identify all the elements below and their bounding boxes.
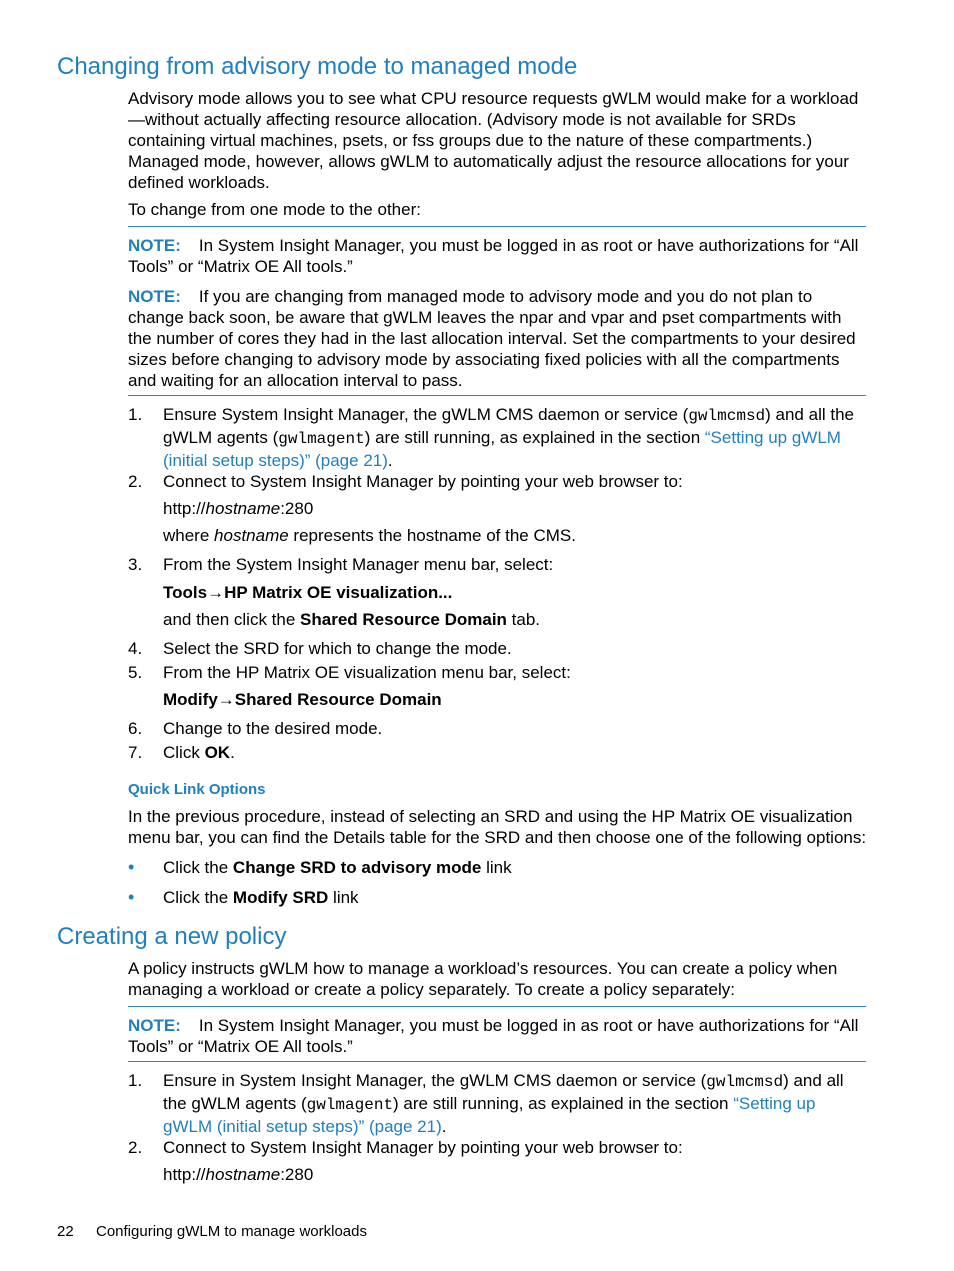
step-number: 2. bbox=[128, 472, 143, 491]
quick-link-heading: Quick Link Options bbox=[128, 781, 266, 798]
menu-path-tools: Tools→HP Matrix OE visualization... bbox=[163, 583, 453, 602]
note-top-rule bbox=[128, 1006, 866, 1007]
step-number: 4. bbox=[128, 639, 143, 658]
step-number: 5. bbox=[128, 663, 143, 682]
change-srd-advisory-link[interactable]: Change SRD to advisory mode bbox=[232, 858, 482, 877]
lead-paragraph: To change from one mode to the other: bbox=[128, 200, 421, 219]
page-number: 22 bbox=[57, 1223, 74, 1240]
note-top-rule bbox=[128, 226, 866, 227]
step-2: Connect to System Insight Manager by pointing your web browser to: bbox=[163, 472, 683, 491]
policy-step-2: Connect to System Insight Manager by pointing your web browser to: bbox=[163, 1138, 683, 1157]
modify-srd-link[interactable]: Modify SRD bbox=[232, 888, 329, 907]
step-number: 3. bbox=[128, 555, 143, 574]
note-bottom-rule bbox=[128, 1061, 866, 1062]
section-heading-advisory-managed: Changing from advisory mode to managed mode bbox=[57, 53, 578, 80]
note-1 bbox=[128, 235, 868, 277]
code-gwlmcmsd: gwlmcmsd bbox=[688, 407, 766, 425]
step-1: Ensure System Insight Manager, the gWLM CMS daemon or service (gwlmcmsd) and all the gWLM agents (gwlmagent) are still running, as explained in the section “Setting up gWLM (initial setup steps)” (page 21). bbox=[163, 405, 854, 470]
bullet-icon: • bbox=[128, 857, 135, 877]
menu-path-modify: Modify→Shared Resource Domain bbox=[163, 690, 442, 709]
quick-option-1: Click the Change SRD to advisory mode link bbox=[163, 858, 512, 877]
then-line: and then click the Shared Resource Domain tab. bbox=[163, 610, 541, 629]
section-heading-new-policy: Creating a new policy bbox=[57, 923, 287, 950]
step-5: From the HP Matrix OE visualization menu bar, select: bbox=[163, 663, 571, 682]
note-label: NOTE: bbox=[128, 236, 181, 255]
step-3: From the System Insight Manager menu bar, select: bbox=[163, 555, 554, 574]
quick-link-paragraph: In the previous procedure, instead of selecting an SRD and using the HP Matrix OE visualization menu bar, you can find the Details table for the SRD and then choose one of the following options: bbox=[128, 807, 867, 847]
bullet-icon: • bbox=[128, 887, 135, 907]
code-gwlmagent: gwlmagent bbox=[306, 1096, 394, 1114]
note-bottom-rule bbox=[128, 395, 866, 396]
step-number: 6. bbox=[128, 719, 143, 738]
note-label: NOTE: bbox=[128, 1016, 181, 1035]
note-3 bbox=[128, 1015, 868, 1057]
policy-intro-paragraph: A policy instructs gWLM how to manage a workload’s resources. You can create a policy when managing a workload or create a policy separately. To create a policy separately: bbox=[128, 959, 838, 999]
quick-option-2: Click the Modify SRD link bbox=[163, 888, 359, 907]
footer-title: Configuring gWLM to manage workloads bbox=[96, 1223, 367, 1240]
arrow-icon: → bbox=[207, 583, 225, 602]
code-gwlmagent: gwlmagent bbox=[278, 430, 365, 448]
step-number: 7. bbox=[128, 743, 143, 762]
note-text: If you are changing from managed mode to advisory mode and you do not plan to change back soon, be aware that gWLM leaves the npar and vpar and pset compartments with the number of cores they had in the last allocation interval. Set the compartments to your desired sizes before changing to advisory mode by associating fixed policies with all the compartments and waiting for an allocation interval to pass. bbox=[128, 287, 856, 390]
step-number: 2. bbox=[128, 1138, 143, 1157]
note-text: In System Insight Manager, you must be logged in as root or have authorizations for “All Tools” or “Matrix OE All tools.” bbox=[128, 236, 859, 276]
intro-paragraph: Advisory mode allows you to see what CPU resource requests gWLM would make for a workload—without actually affecting resource allocation. (Advisory mode is not available for SRDs containing virtual machines, psets, or fss groups due to the nature of these compartments.) Managed mode, however, allows gWLM to automatically adjust the resource allocations for your defined workloads. bbox=[128, 89, 859, 192]
note-text: In System Insight Manager, you must be logged in as root or have authorizations for “All Tools” or “Matrix OE All tools.” bbox=[128, 1016, 859, 1056]
step-number: 1. bbox=[128, 405, 143, 424]
url-line: http://hostname:280 bbox=[163, 1165, 314, 1184]
note-2 bbox=[128, 286, 868, 391]
setup-section-link[interactable]: “Setting up gWLM (initial setup steps)” (page 21) bbox=[163, 428, 841, 470]
arrow-icon: → bbox=[217, 690, 235, 709]
policy-step-1: Ensure in System Insight Manager, the gWLM CMS daemon or service (gwlmcmsd) and all the gWLM agents (gwlmagent) are still running, as explained in the section “Setting up gWLM (initial setup steps)” (page 21). bbox=[163, 1071, 844, 1136]
code-gwlmcmsd: gwlmcmsd bbox=[706, 1073, 784, 1091]
note-label: NOTE: bbox=[128, 287, 181, 306]
step-6: Change to the desired mode. bbox=[163, 719, 383, 738]
setup-section-link[interactable]: “Setting up gWLM (initial setup steps)” (page 21) bbox=[163, 1094, 816, 1136]
url-line: http://hostname:280 bbox=[163, 499, 314, 518]
where-line: where hostname represents the hostname of the CMS. bbox=[163, 526, 576, 545]
step-number: 1. bbox=[128, 1071, 143, 1090]
step-7: Click OK. bbox=[163, 743, 235, 762]
step-4: Select the SRD for which to change the mode. bbox=[163, 639, 512, 658]
